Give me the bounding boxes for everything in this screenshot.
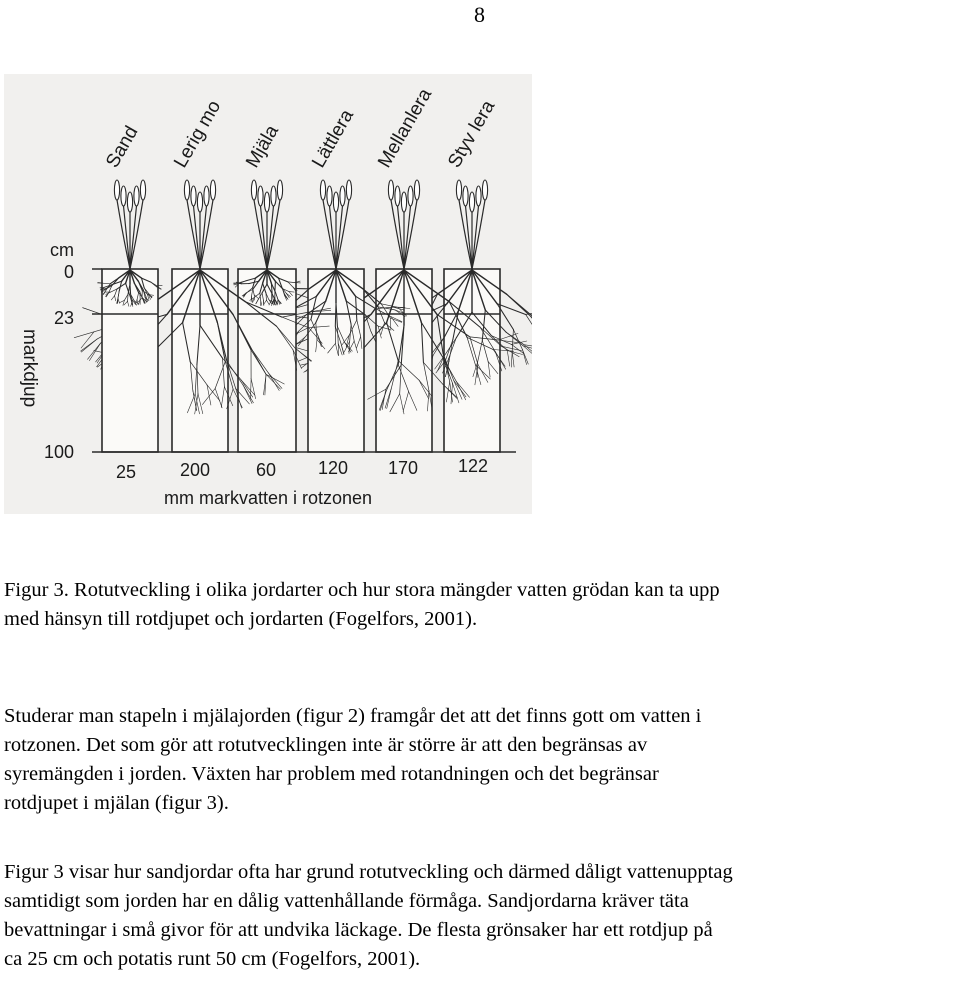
soil-column-box <box>238 269 296 452</box>
soil-label-mjala: Mjäla <box>242 121 284 172</box>
paragraph-line: Studerar man stapeln i mjälajorden (figur 2) framgår det att det finns gott om vatten i <box>4 705 702 727</box>
soil-label-styv-lera: Styv lera <box>444 96 500 172</box>
soil-column <box>98 180 163 452</box>
paragraph-1 <box>4 702 960 818</box>
water-value-mjala: 60 <box>256 460 277 480</box>
figure-caption <box>4 576 960 634</box>
paragraph-line: rotzonen. Det som gör att rotutvecklingen inte är större är att den begränsas av <box>4 734 648 756</box>
paragraph-line: syremängden i jorden. Växten har problem med rotandningen och det begränsar <box>4 763 659 785</box>
soil-label-lerig-mo: Lerig mo <box>170 96 226 172</box>
paragraph-line: bevattningar i små givor för att undvika läckage. De flesta grönsaker har ett rotdjup på <box>4 919 713 941</box>
water-value-lerig-mo: 200 <box>180 460 211 480</box>
plant <box>456 180 487 269</box>
water-caption: mm markvatten i rotzonen <box>164 488 373 508</box>
paragraph-2 <box>4 858 960 974</box>
soil-label-sand: Sand <box>102 122 143 172</box>
caption-line: med hänsyn till rotdjupet och jordarten (Fogelfors, 2001). <box>4 608 478 630</box>
water-values <box>116 456 488 482</box>
depth-tick-100: 100 <box>44 442 75 462</box>
plant <box>184 180 215 269</box>
soil-label-mellanlera: Mellanlera <box>374 85 437 172</box>
soil-label-lattlera: Lättlera <box>308 106 359 172</box>
water-value-styv-lera: 122 <box>458 456 489 476</box>
paragraph-line: Figur 3 visar hur sandjordar ofta har grund rotutveckling och därmed dåligt vattenupptag <box>4 861 733 883</box>
depth-tick-23: 23 <box>54 308 75 328</box>
water-value-lattlera: 120 <box>318 458 349 478</box>
caption-line: Figur 3. Rotutveckling i olika jordarter och hur stora mängder vatten grödan kan ta upp <box>4 579 720 601</box>
soil-column <box>234 180 301 452</box>
water-value-sand: 25 <box>116 462 137 482</box>
root-depth-figure <box>4 74 532 514</box>
plant <box>251 180 282 269</box>
paragraph-line: ca 25 cm och potatis runt 50 cm (Fogelfors, 2001). <box>4 948 421 970</box>
depth-tick-0: 0 <box>64 262 75 282</box>
water-value-mellanlera: 170 <box>388 458 419 478</box>
plant <box>320 180 351 269</box>
page-number: 8 <box>474 2 485 27</box>
plant <box>388 180 419 269</box>
paragraph-line: samtidigt som jorden har en dålig vattenhållande förmåga. Sandjordarna kräver täta <box>4 890 689 912</box>
plant <box>114 180 145 269</box>
root-depth-illustration <box>4 74 532 514</box>
paragraph-line: rotdjupet i mjälan (figur 3). <box>4 792 229 814</box>
soil-labels <box>102 85 499 172</box>
axis-label-markdjup: markdjup <box>19 329 40 408</box>
unit-label: cm <box>50 240 74 260</box>
